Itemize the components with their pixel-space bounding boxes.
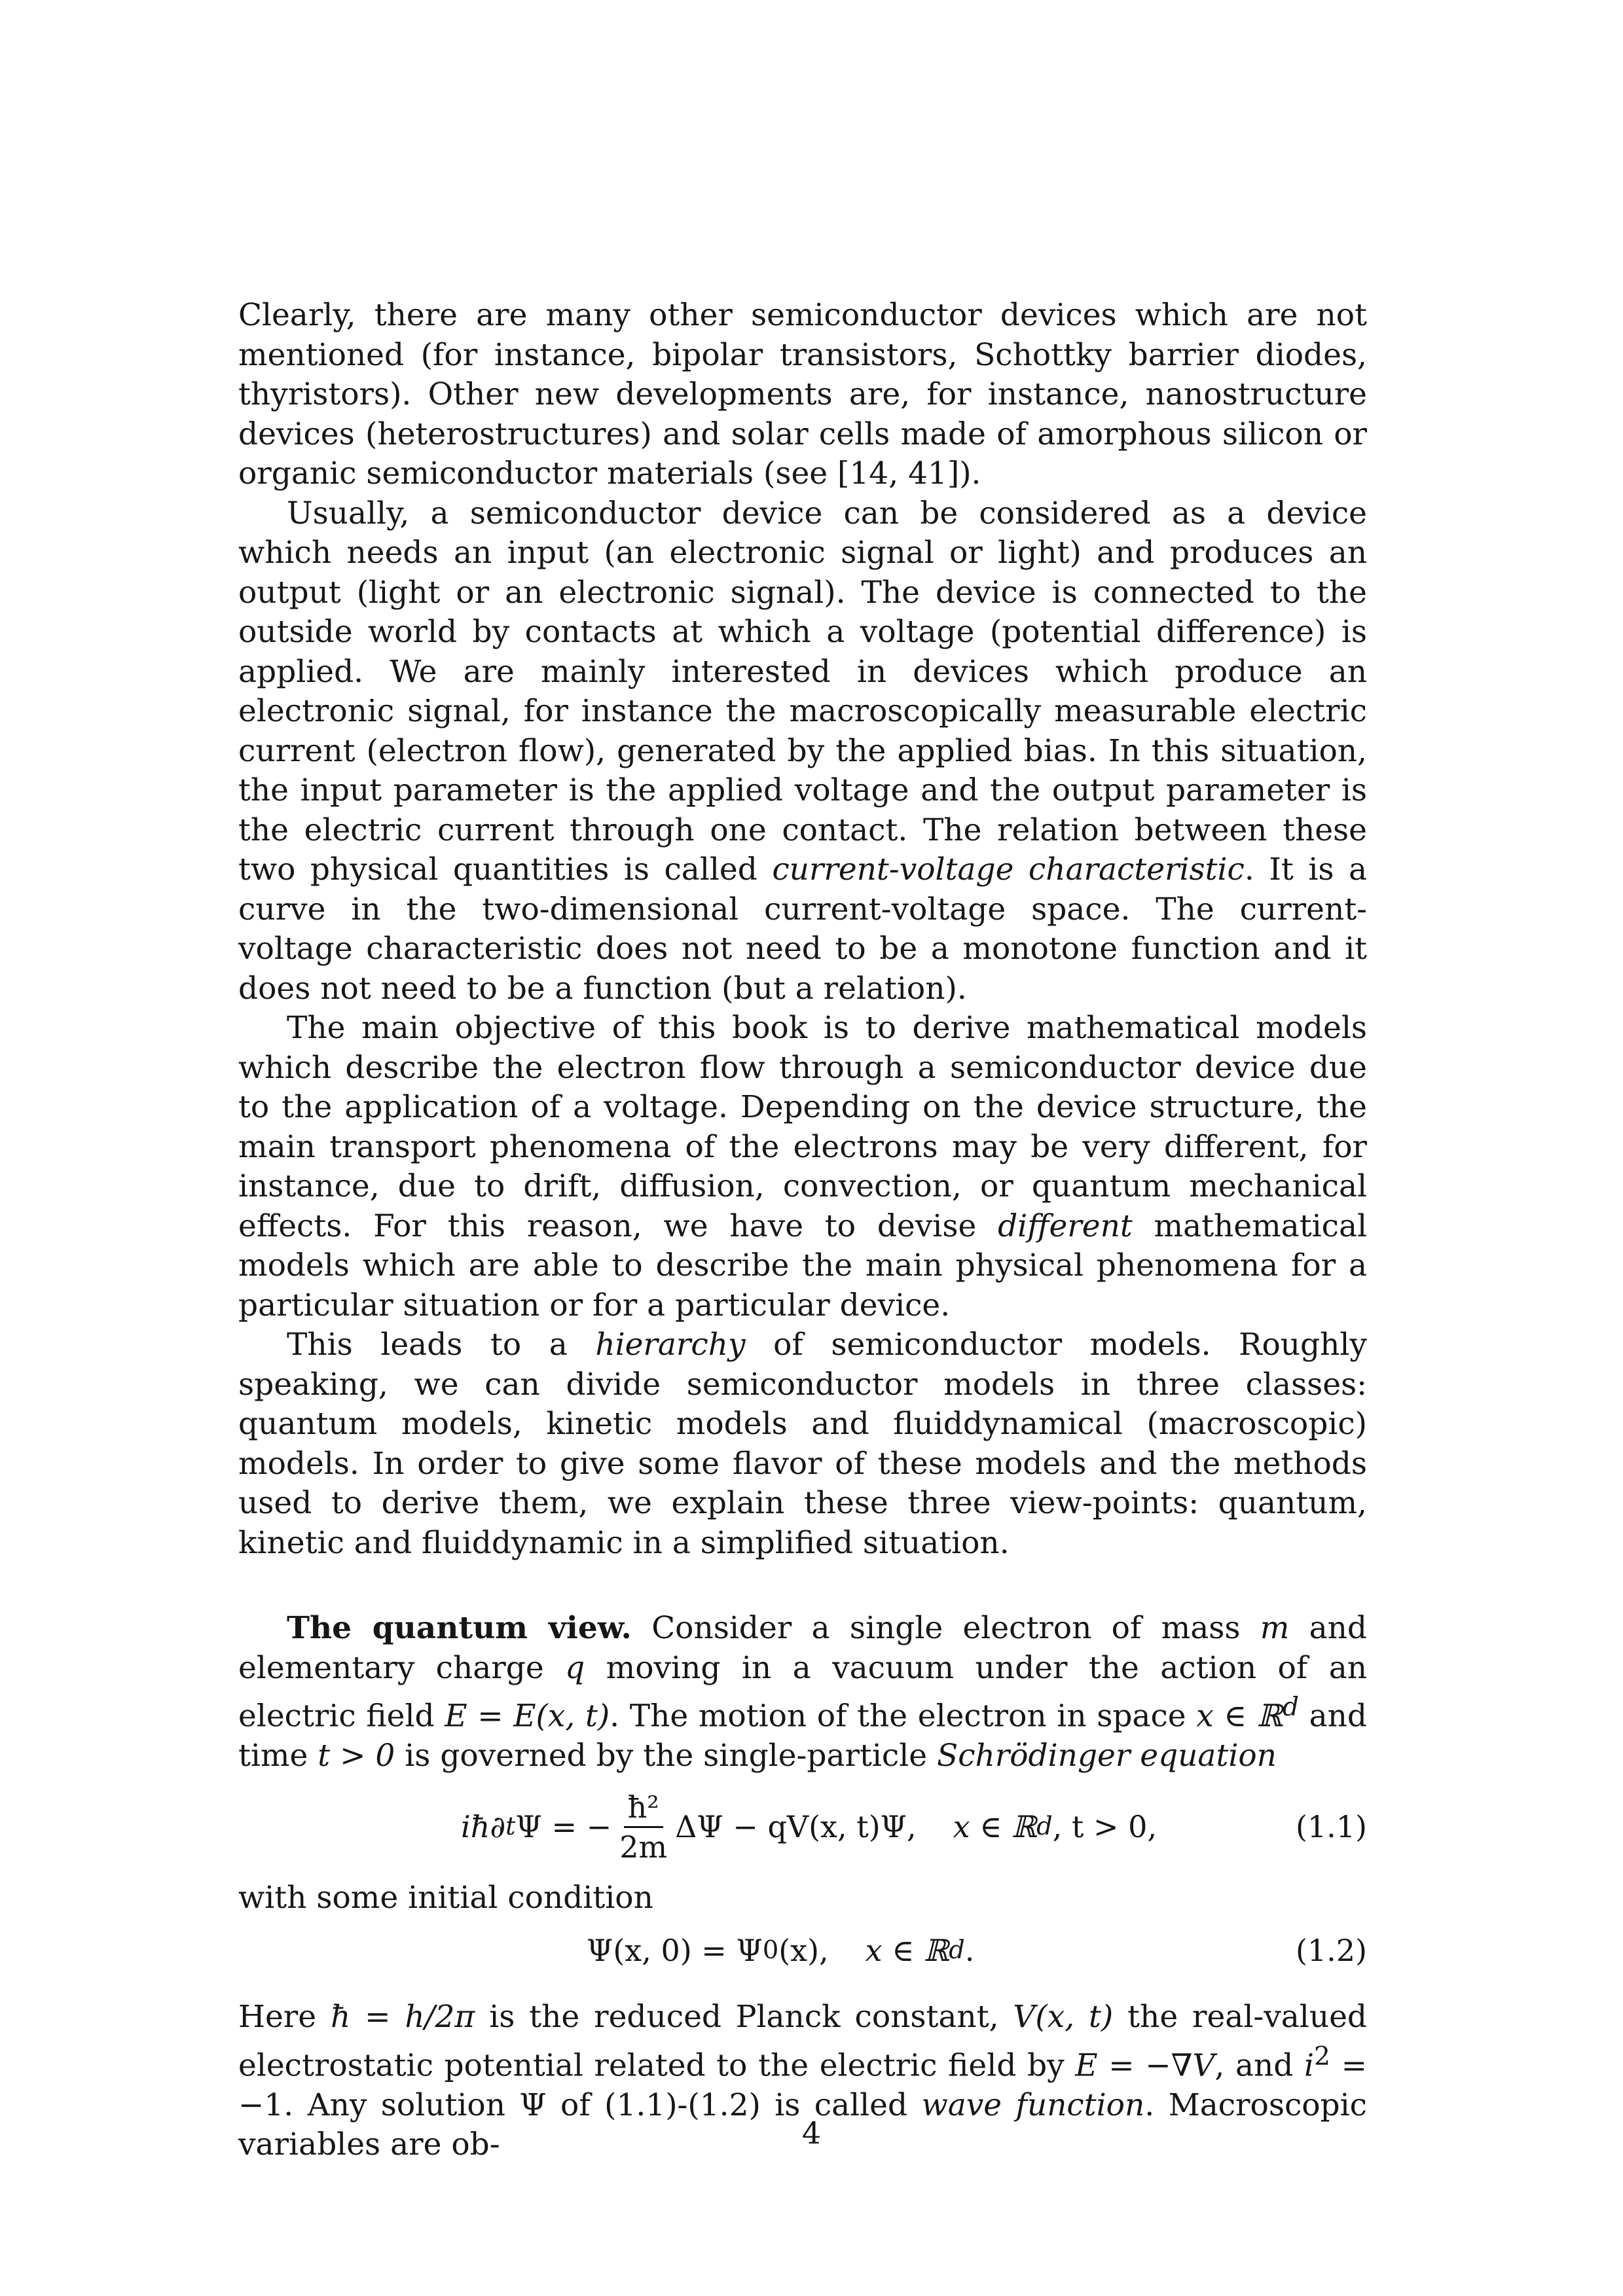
math: V(x, t) — [1013, 1999, 1114, 2036]
text-run: . It is a curve in the two-dimensional current-voltage space. The current-voltage characteristic does not need to be a monotone function and it does not need to be a function (but a relation). — [238, 852, 1367, 1007]
emphasis: Schrödinger equation — [937, 1738, 1277, 1774]
math: Ψ = − — [515, 1809, 612, 1845]
section-gap — [238, 1563, 1367, 1609]
fraction-denominator: 2m — [619, 1829, 668, 1865]
body-text — [238, 296, 1367, 2165]
text-run: and time — [238, 1698, 1367, 1774]
text-run: . The motion of the electron in space — [610, 1698, 1197, 1734]
text-run: of (1.1)-(1.2) is called — [546, 2087, 922, 2123]
math: ħ = h/2π — [330, 1999, 475, 2036]
math: t — [505, 1812, 516, 1842]
text-run: mathematical models which are able to describe the main physical phenomena for a particular situation or for a particular device. — [238, 1208, 1367, 1323]
text-run: Consider a single electron of mass — [631, 1610, 1260, 1646]
section-heading: The quantum view. — [287, 1610, 632, 1646]
equation-number: (1.1) — [1295, 1809, 1367, 1845]
text-run: is the reduced Planck constant, — [475, 1999, 1013, 2036]
text-run: the real-valued electrostatic potential related to the electric field by — [238, 1999, 1368, 2084]
paragraph-4 — [238, 1325, 1367, 1563]
math: x ∈ ℝ — [953, 1809, 1037, 1845]
math: d — [949, 1935, 965, 1965]
text-run: . Any solution — [283, 2087, 520, 2123]
text-run: Usually, a semiconductor device can be considered as a device which needs an input (an electronic signal or light) and produces an output (light or an electronic signal). The device is connected to the outside world by contacts at which a voltage (potential difference) is applied. We are mainly interested in devices which produce an electronic signal, for instance the macroscopically measurable electric current (electron flow), generated by the applied bias. In this situation, the input parameter is the applied voltage and the output parameter is the electric current through one contact. The relation between these two physical quantities is called — [238, 495, 1367, 888]
equation-body — [461, 1791, 1157, 1864]
text-run: of semiconductor models. Roughly speaking, we can divide semiconductor models in three classes: quantum models, kinetic models and fluiddynamical (macroscopic) models. In order to give some flavor of these models and the methods used to derive them, we explain these three view-points: quantum, kinetic and fluiddynamic in a simplified situation. — [238, 1327, 1367, 1561]
text-run: . Macroscopic variables are ob- — [238, 2087, 1367, 2163]
equation-body — [587, 1924, 974, 1977]
math: E = −∇V — [1075, 2047, 1215, 2084]
math: m — [1260, 1610, 1290, 1646]
paragraph-2 — [238, 494, 1367, 1009]
math: iħ∂ — [461, 1809, 506, 1845]
math: . — [964, 1932, 975, 1968]
text-run: The main objective of this book is to derive mathematical models which describe the electron flow through a semiconductor device due to the application of a voltage. Depending on the device structure, the main transport phenomena of the electrons may be very different, for instance, due to drift, diffusion, convection, or quantum mechanical effects. For this reason, we have to devise — [238, 1010, 1367, 1244]
math: ΔΨ − qV(x, t)Ψ, — [675, 1809, 917, 1845]
equation-number: (1.2) — [1295, 1932, 1367, 1968]
math: d — [1282, 1693, 1299, 1722]
math: i — [1304, 2047, 1315, 2084]
math: 2 — [1314, 2041, 1330, 2072]
fraction — [615, 1789, 671, 1865]
text-run: This leads to a — [287, 1327, 596, 1363]
math: Ψ — [519, 2087, 547, 2123]
text-run: moving in a vacuum under the action of an electric field — [238, 1649, 1367, 1734]
math: d — [1036, 1812, 1053, 1842]
equation-1-1 — [238, 1791, 1367, 1864]
paragraph-3 — [238, 1009, 1367, 1325]
math: , t > 0, — [1052, 1809, 1158, 1845]
math: x ∈ ℝ — [1196, 1698, 1283, 1734]
math: 0 — [762, 1935, 779, 1965]
paragraph-1: Clearly, there are many other semiconductor devices which are not mentioned (for instance, bipolar transistors, Schottky barrier diodes, thyristors). Other new developments are, for instance, nanostructure devices (heterostructures) and solar cells made of amorphous silicon or organic semiconductor materials (see [14, 41]). — [238, 297, 1367, 492]
math: x ∈ ℝ — [865, 1932, 949, 1968]
math: (x), — [778, 1932, 829, 1968]
math: q — [565, 1649, 585, 1686]
emphasis: wave function — [921, 2087, 1145, 2123]
paragraph-initial-condition: with some initial condition — [238, 1879, 653, 1916]
math: = −1 — [238, 2047, 1367, 2123]
text-run: , and — [1214, 2047, 1304, 2084]
equation-1-2 — [238, 1924, 1367, 1977]
emphasis: hierarchy — [595, 1327, 746, 1363]
fraction-numerator: ħ² — [624, 1789, 663, 1828]
text-run: is governed by the single-particle — [395, 1738, 937, 1774]
emphasis: current-voltage characteristic — [772, 852, 1245, 888]
paragraph-quantum-view — [238, 1609, 1367, 1776]
math: t > 0 — [318, 1738, 395, 1774]
text-run: Here — [238, 1999, 331, 2036]
math: Ψ(x, 0) = Ψ — [587, 1932, 763, 1968]
page-number: 4 — [801, 2115, 822, 2151]
text-run: and elementary charge — [238, 1610, 1367, 1686]
math: E = E(x, t) — [445, 1698, 610, 1734]
emphasis: different — [998, 1208, 1133, 1244]
